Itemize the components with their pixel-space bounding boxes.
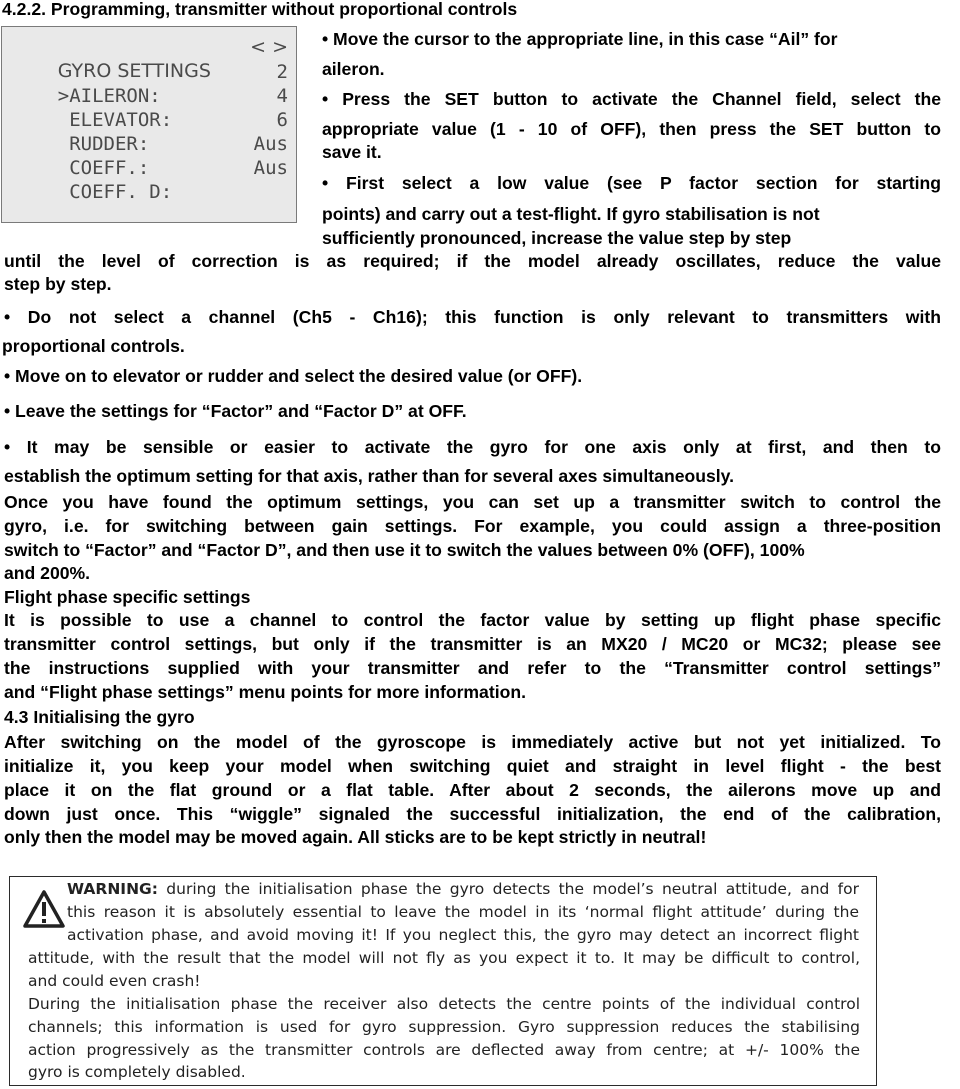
gyro-row-value: 4: [276, 85, 288, 107]
bullet-one-axis: • It may be sensible or easier to activate the gyro for one axis only at first, and then to: [4, 437, 941, 457]
bullet-one-axis-cont: establish the optimum setting for that axis, rather than for several axes simultaneously.: [4, 466, 735, 486]
gyro-row-value: Aus: [253, 157, 288, 179]
warning-text-line: action progressively as the transmitter controls are deflected away from centre; at +/- 100% the: [28, 1041, 860, 1059]
warning-label: WARNING:: [67, 880, 158, 898]
flight-phase-paragraph: It is possible to use a channel to control the factor value by setting up flight phase specific: [4, 610, 941, 630]
gyro-row-coeff-d: [12, 156, 288, 252]
warning-text-line: this reason it is absolutely essential to leave the model in its ‘normal flight attitude’ during the: [67, 903, 859, 921]
bullet-low-value-cont: step by step.: [4, 274, 112, 294]
paragraph-switch: Once you have found the optimum settings, you can set up a transmitter switch to control the: [4, 492, 941, 512]
gyro-row-label: COEFF. D:: [57, 181, 173, 203]
gyro-screen-nav-arrows: < >: [250, 36, 288, 58]
warning-text-line: channels; this information is used for gyro suppression. Gyro suppression reduces the stabilising: [28, 1018, 860, 1036]
gyro-screen-title: GYRO SETTINGS: [57, 60, 211, 82]
warning-text-line: activation phase, and avoid moving it! If you neglect this, the gyro may detect an incorrect flight: [67, 926, 859, 944]
bullet-factor-off: • Leave the settings for “Factor” and “Factor D” at OFF.: [4, 401, 467, 421]
init-paragraph: After switching on the model of the gyroscope is immediately active but not yet initialized. To: [4, 732, 941, 752]
gyro-row-value: 2: [276, 61, 288, 83]
bullet-low-value-cont: until the level of correction is as required; if the model already oscillates, reduce the value: [4, 251, 941, 271]
init-heading: 4.3 Initialising the gyro: [4, 707, 195, 727]
paragraph-switch: switch to “Factor” and “Factor D”, and then use it to switch the values between 0% (OFF), 100%: [4, 540, 805, 560]
warning-text-line: During the initialisation phase the receiver also detects the centre points of the individual control: [28, 995, 860, 1013]
gyro-row-value: Aus: [253, 133, 288, 155]
section-heading: 4.2.2. Programming, transmitter without proportional controls: [2, 0, 518, 19]
bullet-press-set-cont: appropriate value (1 - 10 of OFF), then press the SET button to: [322, 119, 941, 139]
warning-text-line: attitude, with the result that the model will not fly as you expect it to. It may be difficult to control,: [28, 949, 860, 967]
paragraph-switch: and 200%.: [4, 563, 91, 583]
warning-text: during the initialisation phase the gyro detects the model’s neutral attitude, and for: [157, 880, 859, 898]
flight-phase-paragraph: transmitter control settings, but only if the transmitter is an MX20 / MC20 or MC32; please see: [4, 634, 941, 654]
gyro-row-label: RUDDER:: [57, 133, 150, 155]
bullet-press-set: • Press the SET button to activate the Channel field, select the: [322, 89, 941, 109]
gyro-row-label: ELEVATOR:: [57, 109, 173, 131]
bullet-elevator-rudder: • Move on to elevator or rudder and select the desired value (or OFF).: [4, 366, 583, 386]
init-paragraph: initialize it, you keep your model when switching quiet and straight in level flight - the best: [4, 756, 941, 776]
paragraph-switch: gyro, i.e. for switching between gain settings. For example, you could assign a three-position: [4, 516, 941, 536]
gyro-row-label: >AILERON:: [57, 85, 161, 107]
warning-text-line: and could even crash!: [28, 972, 201, 990]
bullet-low-value-cont: sufficiently pronounced, increase the value step by step: [322, 228, 792, 248]
gyro-row-label: COEFF.:: [57, 157, 150, 179]
bullet-low-value: • First select a low value (see P factor section for starting: [322, 173, 941, 193]
bullet-move-cursor: • Move the cursor to the appropriate line, in this case “Ail” for: [322, 29, 838, 49]
warning-box: [9, 876, 877, 1086]
init-paragraph: down just once. This “wiggle” signaled the successful initialization, the end of the calibration,: [4, 804, 941, 824]
bullet-no-channel-cont: proportional controls.: [2, 336, 185, 356]
flight-phase-paragraph: the instructions supplied with your transmitter and refer to the “Transmitter control settings”: [4, 658, 941, 678]
bullet-no-channel: • Do not select a channel (Ch5 - Ch16); this function is only relevant to transmitters with: [4, 307, 941, 327]
warning-triangle-icon: [22, 889, 66, 929]
flight-phase-paragraph: and “Flight phase settings” menu points for more information.: [4, 682, 526, 702]
gyro-row-value: 6: [276, 109, 288, 131]
init-paragraph: only then the model may be moved again. All sticks are to be kept strictly in neutral!: [4, 827, 707, 847]
warning-text-line: [67, 878, 859, 901]
bullet-low-value-cont: points) and carry out a test-flight. If gyro stabilisation is not: [322, 204, 820, 224]
gyro-settings-screen: [1, 26, 297, 223]
bullet-move-cursor-cont: aileron.: [322, 59, 385, 79]
init-paragraph: place it on the flat ground or a flat table. After about 2 seconds, the ailerons move up and: [4, 780, 941, 800]
flight-phase-heading: Flight phase specific settings: [4, 587, 251, 607]
warning-text-line: gyro is completely disabled.: [28, 1063, 246, 1081]
bullet-press-set-cont: save it.: [322, 142, 382, 162]
